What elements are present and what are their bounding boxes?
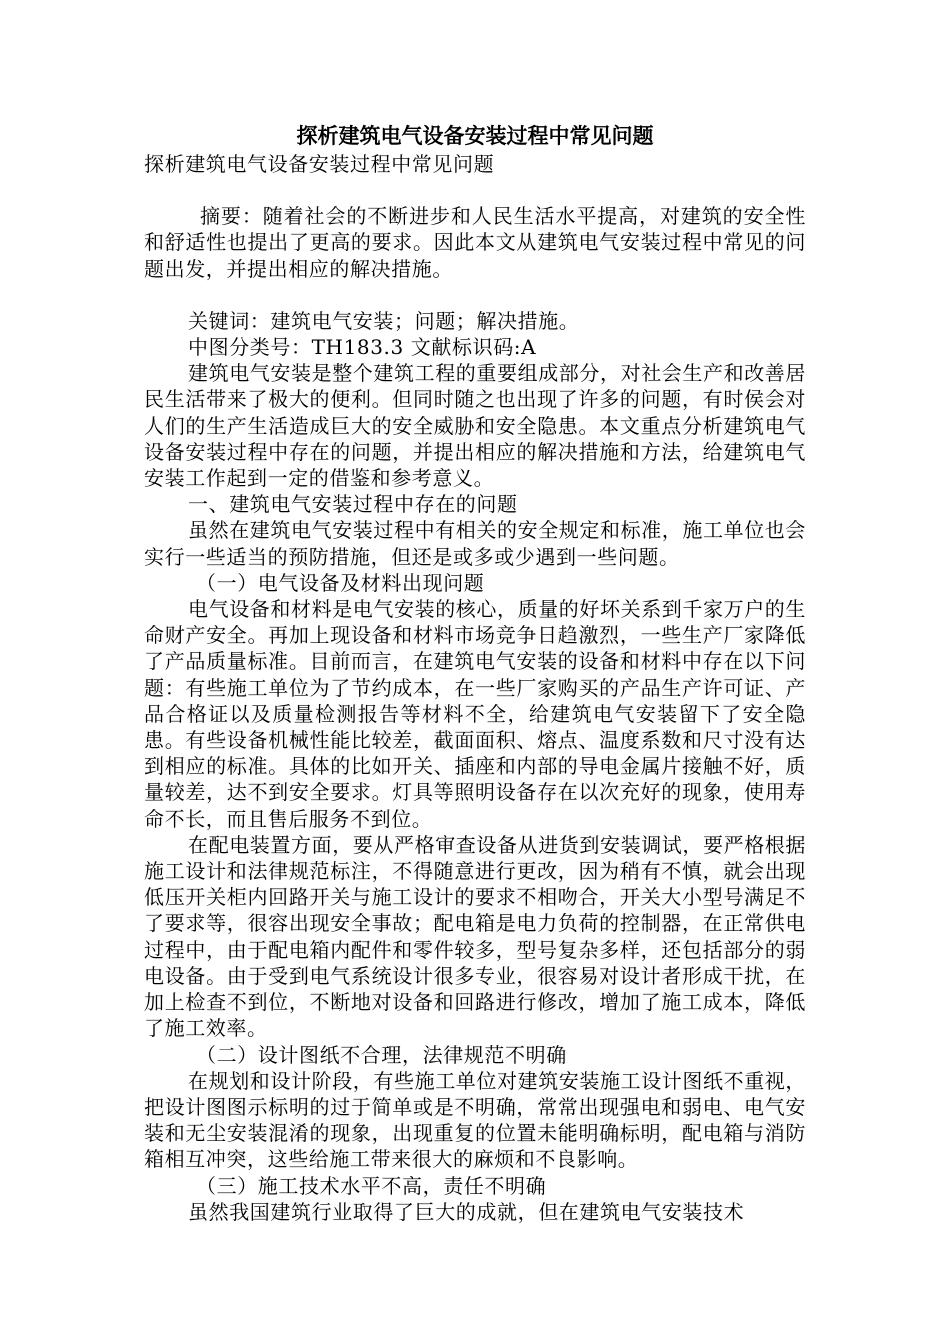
classification-line: 中图分类号：TH183.3 文献标识码:A xyxy=(188,335,537,360)
spacer xyxy=(144,177,806,203)
body-paragraph: 电气设备和材料是电气安装的核心，质量的好坏关系到千家万户的生命财产安全。再加上现设备和材料市场竞争日趋激烈，一些生产厂家降低了产品质量标准。目前而言，在建筑电气安装的设备和材料中存在以下问题：有些施工单位为了节约成本，在一些厂家购买的产品生产许可证、产品合格证以及质量检测报告等材料不全，给建筑电气安装留下了安全隐患。有些设备机械性能比较差，截面面积、熔点、温度系数和尺寸没有达到相应的标准。具体的比如开关、插座和内部的导电金属片接触不好，质量较差，达不到安全要求。灯具等照明设备存在以次充好的现象，使用寿命不长，而且售后服务不到位。 xyxy=(144,597,806,831)
body-paragraph: 在配电装置方面，要从严格审查设备从进货到安装调试，要严格根据施工设计和法律规范标注，不得随意进行更改，因为稍有不慎，就会出现低压开关柜内回路开关与施工设计的要求不相吻合，开关大小型号满足不了要求等，很容出现安全事故；配电箱是电力负荷的控制器，在正常供电过程中，由于配电箱内配件和零件较多，型号复杂多样，还包括部分的弱电设备。由于受到电气系统设计很多专业，很容易对设计者形成干扰，在加上检查不到位，不断地对设备和回路进行修改，增加了施工成本，降低了施工效率。 xyxy=(144,832,806,1041)
document-subtitle: 探析建筑电气设备安装过程中常见问题 xyxy=(144,152,495,176)
body-paragraph: 在规划和设计阶段，有些施工单位对建筑安装施工设计图纸不重视，把设计图图示标明的过于简单或是不明确，常常出现强电和弱电、电气安装和无尘安装混淆的现象，出现重复的位置未能明确标明，配电箱与消防箱相互冲突，这些给施工带来很大的麻烦和不良影响。 xyxy=(144,1068,806,1172)
intro-paragraph: 建筑电气安装是整个建筑工程的重要组成部分，对社会生产和改善居民生活带来了极大的便利。但同时随之也出现了许多的问题，有时侯会对人们的生产生活造成巨大的安全威胁和安全隐患。本文重点分析建筑电气设备安装过程中存在的问题，并提出相应的解决措施和方法，给建筑电气安装工作起到一定的借鉴和参考意义。 xyxy=(144,361,806,491)
keywords-line: 关键词：建筑电气安装；问题；解决措施。 xyxy=(188,308,580,333)
spacer xyxy=(144,282,806,308)
body-paragraph: 虽然我国建筑行业取得了巨大的成就，但在建筑电气安装技术 xyxy=(188,1199,745,1224)
document-body xyxy=(144,151,806,1225)
body-paragraph: 虽然在建筑电气安装过程中有相关的安全规定和标准，施工单位也会实行一些适当的预防措施，但还是或多或少遇到一些问题。 xyxy=(144,518,806,569)
subsection-heading: （二）设计图纸不合理，法律规范不明确 xyxy=(196,1042,567,1067)
section-heading: 一、建筑电气安装过程中存在的问题 xyxy=(188,492,518,517)
subsection-heading: （三）施工技术水平不高，责任不明确 xyxy=(196,1173,547,1198)
subsection-heading: （一）电气设备及材料出现问题 xyxy=(196,570,485,595)
document-title: 探析建筑电气设备安装过程中常见问题 xyxy=(296,124,654,148)
abstract-paragraph: 摘要：随着社会的不断进步和人民生活水平提高，对建筑的安全性和舒适性也提出了更高的要求。因此本文从建筑电气安装过程中常见的问题出发，并提出相应的解决措施。 xyxy=(144,204,806,281)
